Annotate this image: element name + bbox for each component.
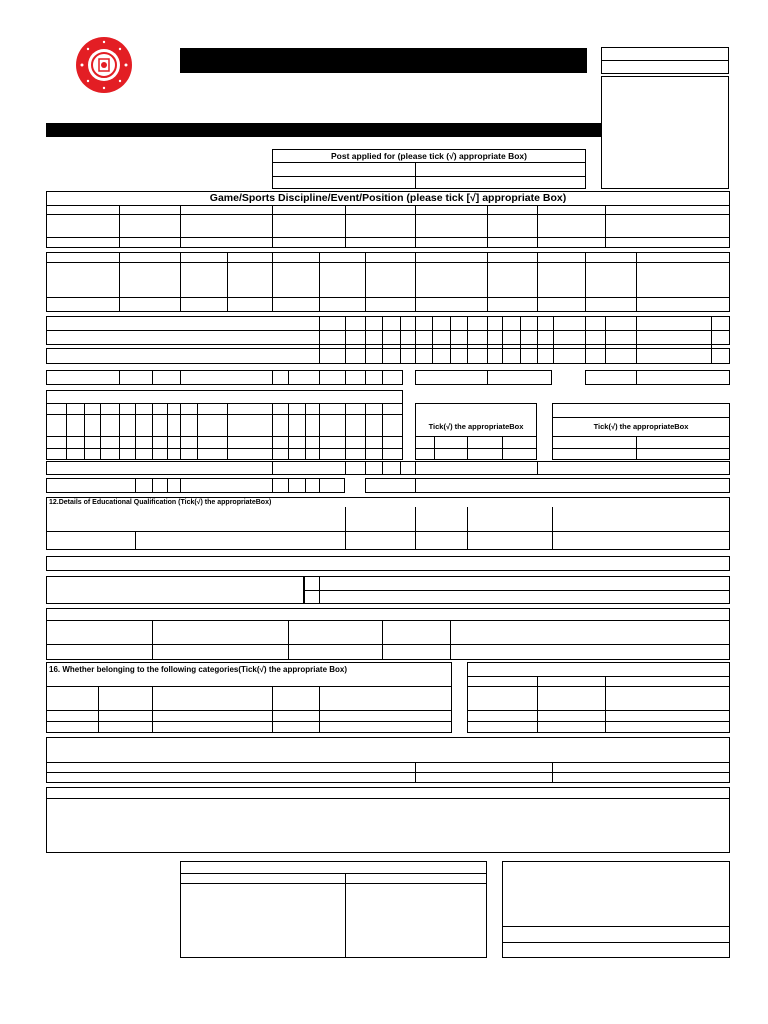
post-applied-heading: Post applied for (please tick (√) appropriate Box) (331, 151, 527, 161)
indian-railways-emblem-icon (76, 37, 132, 93)
education-heading: 12.Details of Educational Qualification (Tick(√) the appropriateBox) (49, 499, 272, 506)
subtitle-bar (46, 123, 602, 137)
employment-row[interactable] (46, 556, 730, 571)
nationality-row[interactable] (46, 461, 730, 475)
gender-box[interactable] (585, 370, 730, 385)
exchange-details-left[interactable] (46, 576, 304, 604)
categories-heading: 16. Whether belonging to the following categories(Tick(√) the appropriate Box) (49, 665, 348, 674)
photo-box[interactable] (601, 76, 729, 189)
tick-box-right-label: Tick(√) the appropriateBox (593, 422, 689, 431)
tick-box-left-label: Tick(√) the appropriateBox (428, 422, 524, 431)
categories-right-table (467, 662, 730, 733)
age-box[interactable] (415, 370, 552, 385)
personal-details-table (46, 252, 730, 312)
sports-discipline-heading: Game/Sports Discipline/Event/Position (please tick [√] appropriate Box) (209, 192, 567, 204)
address-block[interactable] (46, 737, 730, 783)
title-bar (180, 48, 587, 73)
religion-row[interactable] (46, 478, 345, 493)
declaration-block[interactable] (46, 787, 730, 853)
fee-details-table[interactable] (180, 861, 487, 958)
signature-box[interactable] (502, 861, 730, 958)
community-row[interactable] (365, 478, 730, 493)
achievements-table (46, 608, 730, 660)
date-of-birth-row[interactable] (46, 370, 403, 385)
address-character-grid[interactable] (46, 348, 730, 364)
tick-box-right[interactable] (552, 403, 730, 460)
